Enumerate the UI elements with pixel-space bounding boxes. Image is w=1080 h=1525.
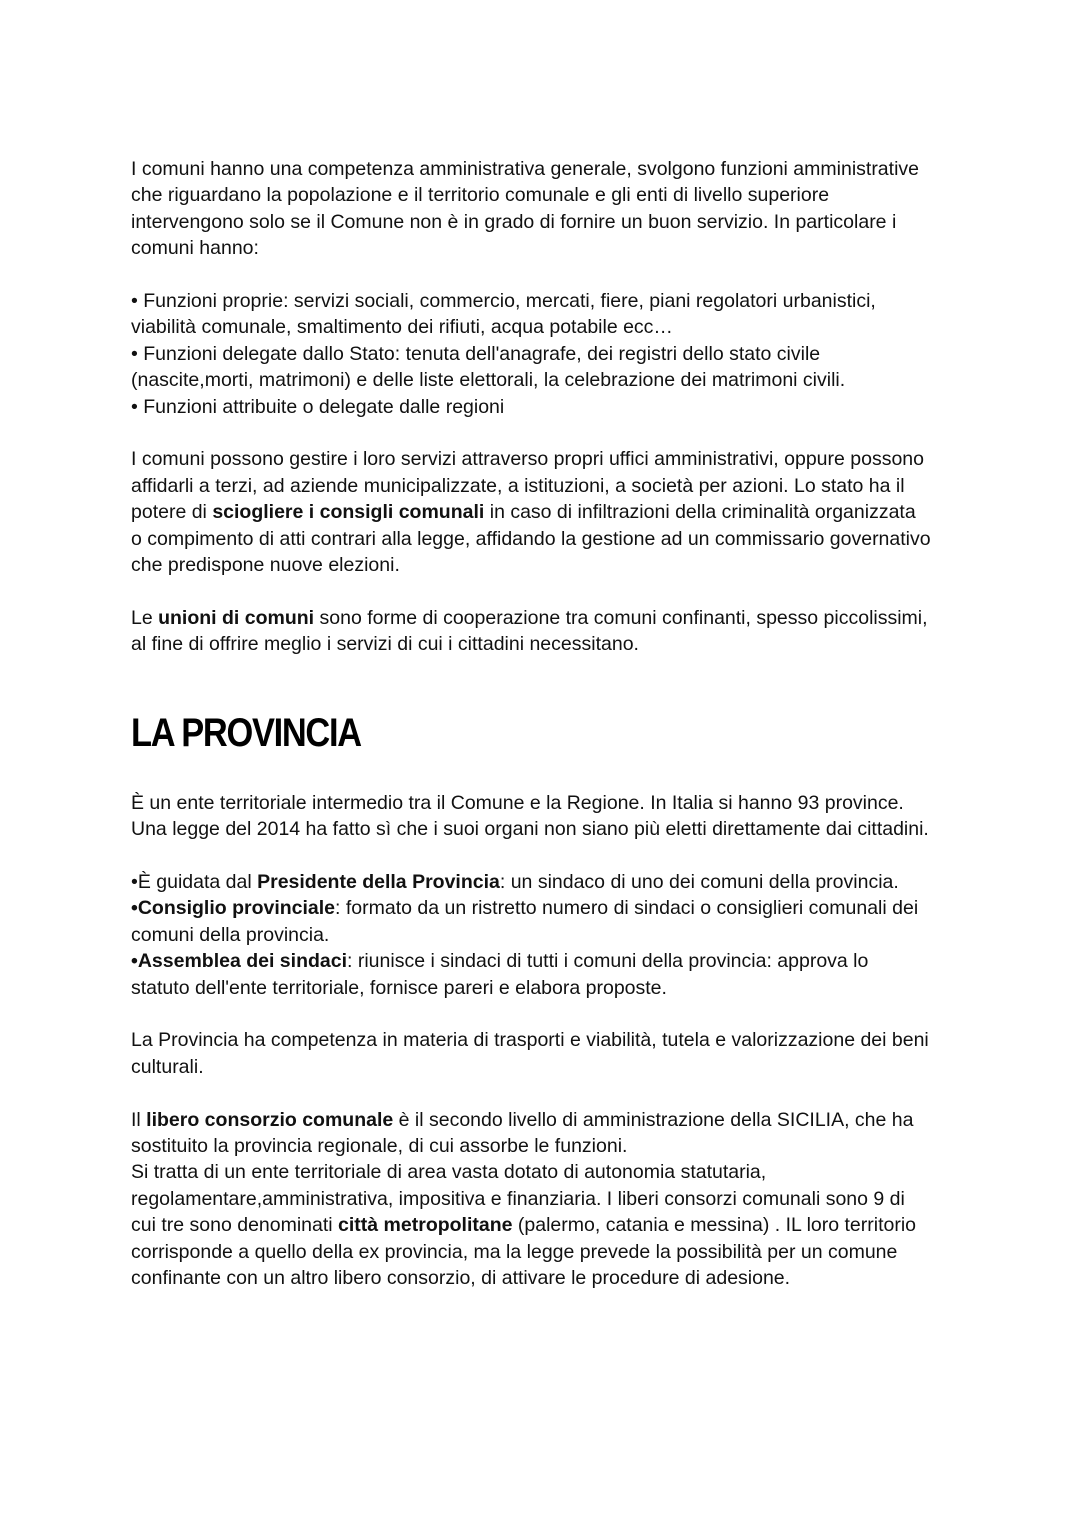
text-line: È un ente territoriale intermedio tra il Comune e la Regione. In Italia si hanno 93 province. xyxy=(131,791,904,814)
bold-term: •Consiglio provinciale xyxy=(131,897,336,920)
text-line: comuni hanno: xyxy=(131,237,259,260)
provincia-intro-paragraph xyxy=(131,790,961,843)
text-line: corrisponde a quello della ex provincia, ma la legge prevede la possibilità per un comune xyxy=(131,1240,898,1263)
text-line xyxy=(131,605,961,631)
list-item-continuation: statuto dell'ente territoriale, fornisce pareri e elabora proposte. xyxy=(131,976,667,999)
list-item xyxy=(131,869,961,895)
list-item xyxy=(131,948,961,974)
text-span: : riunisce i sindaci di tutti i comuni della provincia: approva lo xyxy=(347,950,869,973)
text-line: Una legge del 2014 ha fatto sì che i suoi organi non siano più eletti direttamente dai cittadini. xyxy=(131,818,929,841)
text-line xyxy=(131,1107,961,1133)
text-line: intervengono solo se il Comune non è in grado di fornire un buon servizio. In particolare i xyxy=(131,210,897,233)
bold-term: sciogliere i consigli comunali xyxy=(212,501,485,524)
list-item xyxy=(131,895,961,921)
text-span: (palermo, catania e messina) . IL loro territorio xyxy=(512,1214,917,1237)
text-line: I comuni hanno una competenza amministrativa generale, svolgono funzioni amministrative xyxy=(131,158,919,180)
text-line: o compimento di atti contrari alla legge, affidando la gestione ad un commissario governativo xyxy=(131,527,931,550)
list-item-continuation: (nascite,morti, matrimoni) e delle liste elettorali, la celebrazione dei matrimoni civili. xyxy=(131,369,846,392)
text-span: è il secondo livello di amministrazione della SICILIA, che ha xyxy=(393,1108,914,1131)
text-line: regolamentare,amministrativa, impositiva e finanziaria. I liberi consorzi comunali sono 9 di xyxy=(131,1187,905,1210)
list-item-continuation: comuni della provincia. xyxy=(131,923,330,946)
libero-consorzio-paragraph xyxy=(131,1107,961,1292)
text-line: culturali. xyxy=(131,1055,204,1078)
competenza-paragraph xyxy=(131,1027,961,1080)
text-span: cui tre sono denominati xyxy=(131,1214,339,1237)
text-line: che riguardano la popolazione e il territorio comunale e gli enti di livello superiore xyxy=(131,184,830,207)
comuni-intro-paragraph xyxy=(131,156,961,262)
text-span: potere di xyxy=(131,501,213,524)
list-item: • Funzioni delegate dallo Stato: tenuta dell'anagrafe, dei registri dello stato civile xyxy=(131,342,821,365)
funzioni-list xyxy=(131,288,961,420)
text-span: in caso di infiltrazioni della criminalità organizzata xyxy=(484,501,916,524)
organi-list xyxy=(131,869,961,1001)
section-heading-provincia: LA PROVINCIA xyxy=(131,710,361,755)
bold-term: •Assemblea dei sindaci xyxy=(131,950,348,973)
text-line: sostituito la provincia regionale, di cui assorbe le funzioni. xyxy=(131,1134,628,1157)
list-item: • Funzioni proprie: servizi sociali, commercio, mercati, fiere, piani regolatori urbanistici, xyxy=(131,290,876,313)
text-line: Si tratta di un ente territoriale di area vasta dotato di autonomia statutaria, xyxy=(131,1161,767,1184)
text-span: •È guidata dal xyxy=(131,870,258,893)
text-span: Le xyxy=(131,606,159,629)
bold-term: unioni di comuni xyxy=(158,606,315,629)
bold-term: Presidente della Provincia xyxy=(257,870,500,893)
text-line: che predispone nuove elezioni. xyxy=(131,554,400,577)
text-span: sono forme di cooperazione tra comuni confinanti, spesso piccolissimi, xyxy=(314,606,928,629)
text-line: I comuni possono gestire i loro servizi attraverso propri uffici amministrativi, oppure possono xyxy=(131,448,924,471)
text-line xyxy=(131,1212,961,1238)
bold-term: libero consorzio comunale xyxy=(146,1108,394,1131)
gestione-servizi-paragraph xyxy=(131,446,961,578)
text-line xyxy=(131,499,961,525)
text-line: affidarli a terzi, ad aziende municipalizzate, a istituzioni, a società per azioni. Lo stato ha il xyxy=(131,474,905,497)
text-span: Il xyxy=(131,1108,147,1131)
unioni-comuni-paragraph xyxy=(131,605,961,658)
text-span: : un sindaco di uno dei comuni della provincia. xyxy=(499,870,899,893)
text-span: : formato da un ristretto numero di sindaci o consiglieri comunali dei xyxy=(335,897,919,920)
text-line: al fine di offrire meglio i servizi di cui i cittadini necessitano. xyxy=(131,633,639,656)
text-line: confinante con un altro libero consorzio, di attivare le procedure di adesione. xyxy=(131,1266,791,1289)
text-line: La Provincia ha competenza in materia di trasporti e viabilità, tutela e valorizzazione dei beni xyxy=(131,1029,929,1052)
document-page xyxy=(131,156,961,1318)
list-item: • Funzioni attribuite o delegate dalle regioni xyxy=(131,395,505,418)
bold-term: città metropolitane xyxy=(338,1214,513,1237)
list-item-continuation: viabilità comunale, smaltimento dei rifiuti, acqua potabile ecc… xyxy=(131,316,673,339)
